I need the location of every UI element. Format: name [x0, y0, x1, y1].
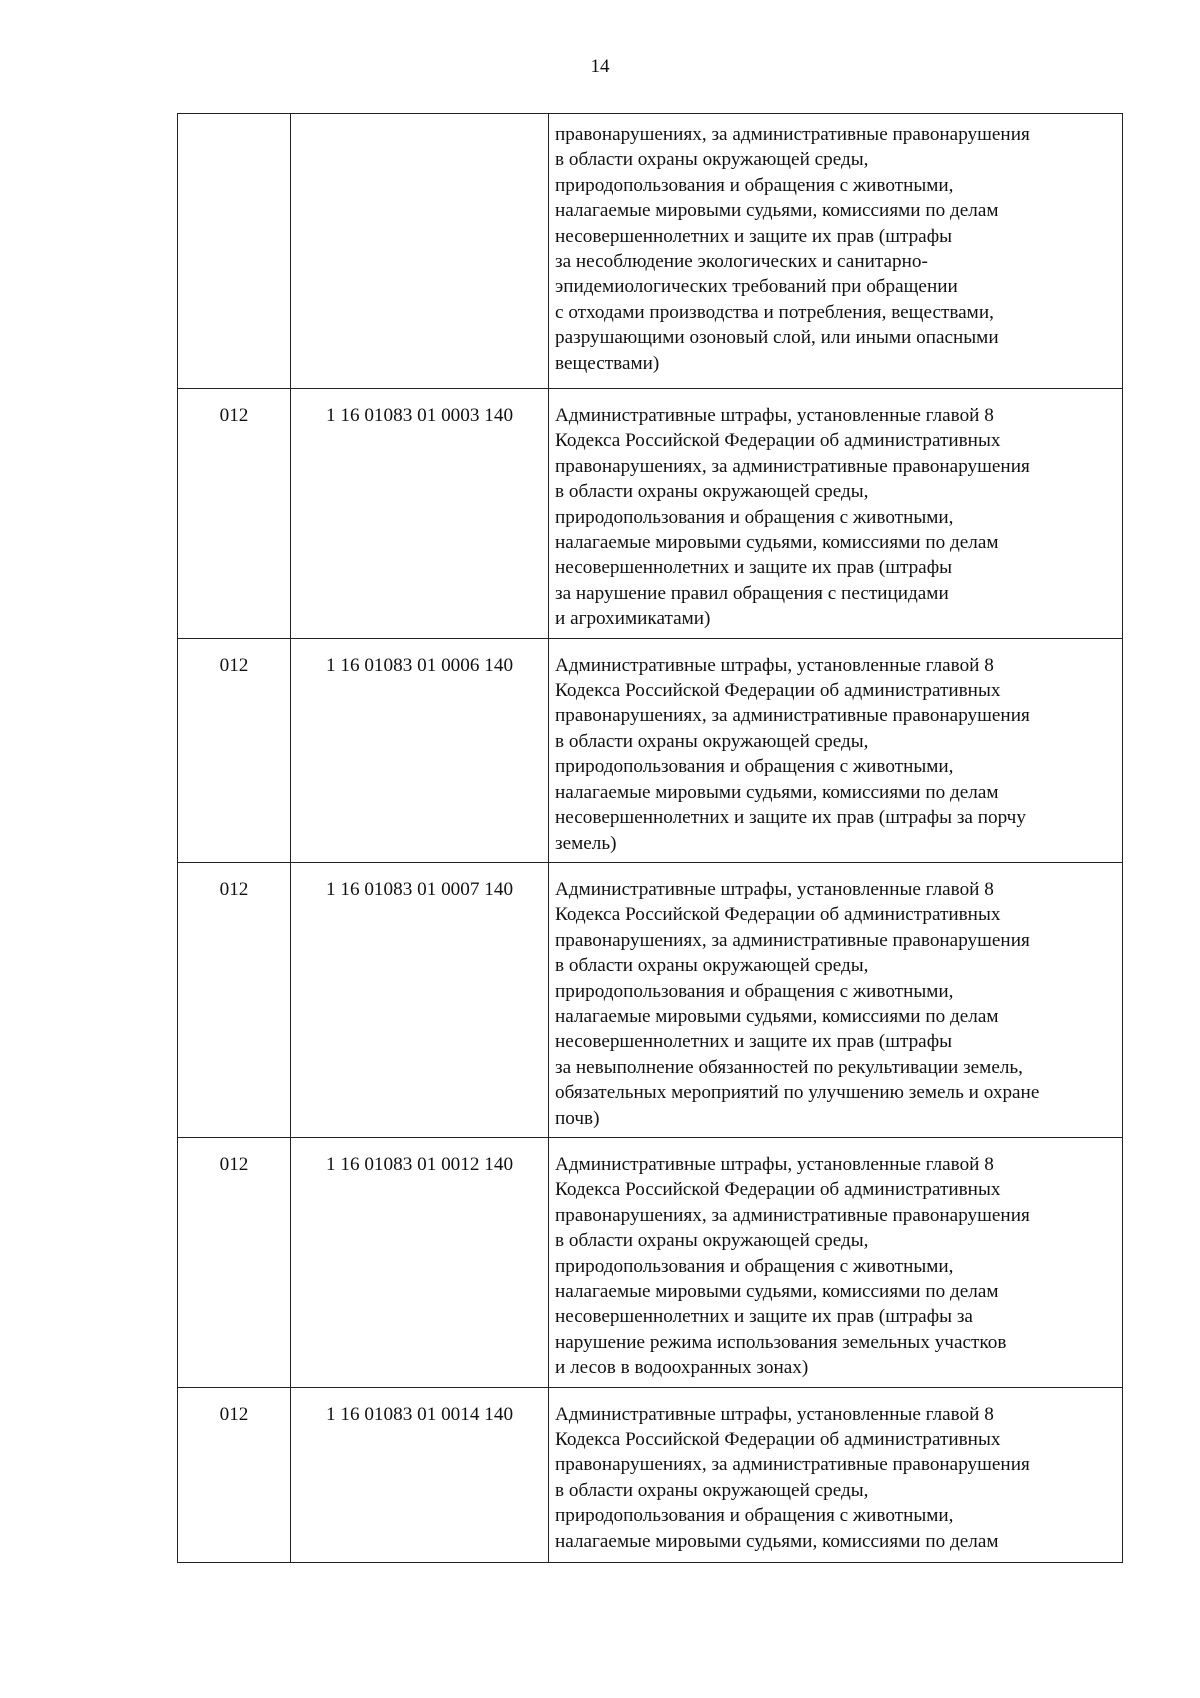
description-line: в области охраны окружающей среды,: [555, 481, 869, 503]
description-cell: [549, 1137, 1123, 1387]
description-line: Кодекса Российской Федерации об административных: [555, 904, 1001, 926]
description-line: за невыполнение обязанностей по рекультивации земель,: [555, 1056, 1023, 1078]
description-cell: [549, 638, 1123, 862]
description-line: несовершеннолетних и защите их прав (штрафы: [555, 1031, 953, 1053]
admin-code-cell: 012: [178, 638, 291, 862]
description-line: эпидемиологических требований при обращении: [555, 276, 958, 298]
description-cell: [549, 862, 1123, 1137]
description-line: правонарушениях, за административные правонарушения: [555, 705, 1030, 727]
table-row: [178, 638, 1123, 862]
admin-code-cell: [178, 114, 291, 389]
description-cell: [549, 1387, 1123, 1562]
description-line: налагаемые мировыми судьями, комиссиями по делам: [555, 781, 999, 803]
description-line: правонарушениях, за административные правонарушения: [555, 455, 1030, 477]
table-row: [178, 1387, 1123, 1562]
description-line: веществами): [555, 352, 660, 374]
description-line: природопользования и обращения с животными,: [555, 506, 954, 528]
description-line: за нарушение правил обращения с пестицидами: [555, 582, 949, 604]
description-line: в области охраны окружающей среды,: [555, 1230, 869, 1252]
revenue-codes-table: [177, 113, 1123, 1563]
description-line: правонарушениях, за административные правонарушения: [555, 124, 1030, 145]
description-line: почв): [555, 1107, 600, 1129]
description-line: земель): [555, 832, 617, 854]
description-line: правонарушениях, за административные правонарушения: [555, 1454, 1030, 1476]
description-line: правонарушениях, за административные правонарушения: [555, 929, 1030, 951]
budget-code-cell: [291, 114, 549, 389]
table-row: [178, 389, 1123, 639]
admin-code-cell: 012: [178, 1137, 291, 1387]
description-line: Административные штрафы, установленные главой 8: [555, 654, 994, 676]
admin-code-cell: 012: [178, 862, 291, 1137]
description-line: разрушающими озоновый слой, или иными опасными: [555, 327, 999, 349]
description-line: обязательных мероприятий по улучшению земель и охране: [555, 1082, 1040, 1104]
description-line: налагаемые мировыми судьями, комиссиями по делам: [555, 1005, 999, 1027]
description-line: Кодекса Российской Федерации об административных: [555, 430, 1001, 452]
description-line: природопользования и обращения с животными,: [555, 1255, 954, 1277]
description-line: Административные штрафы, установленные главой 8: [555, 1403, 994, 1425]
description-line: налагаемые мировыми судьями, комиссиями по делам: [555, 1281, 999, 1302]
description-line: несовершеннолетних и защите их прав (штрафы: [555, 225, 953, 247]
description-line: природопользования и обращения с животными,: [555, 174, 954, 196]
description-line: природопользования и обращения с животными,: [555, 1505, 954, 1527]
description-cell: [549, 389, 1123, 639]
table-row: [178, 1137, 1123, 1387]
description-line: Административные штрафы, установленные главой 8: [555, 405, 994, 426]
description-line: Административные штрафы, установленные главой 8: [555, 878, 994, 900]
description-line: Кодекса Российской Федерации об административных: [555, 680, 1001, 702]
description-line: природопользования и обращения с животными,: [555, 756, 954, 778]
description-line: налагаемые мировыми судьями, комиссиями по делам: [555, 1530, 999, 1552]
description-line: Административные штрафы, установленные главой 8: [555, 1153, 994, 1175]
description-line: в области охраны окружающей среды,: [555, 149, 869, 171]
description-line: несовершеннолетних и защите их прав (штрафы: [555, 557, 953, 579]
budget-code-cell: 1 16 01083 01 0003 140: [291, 389, 549, 639]
description-line: несовершеннолетних и защите их прав (штрафы за порчу: [555, 807, 1026, 829]
table-row-continuation: [178, 114, 1123, 389]
description-line: нарушение режима использования земельных участков: [555, 1331, 1007, 1353]
admin-code-cell: 012: [178, 1387, 291, 1562]
description-line: и агрохимикатами): [555, 608, 711, 630]
description-line: с отходами производства и потребления, веществами,: [555, 301, 994, 323]
description-cell: [549, 114, 1123, 389]
description-line: Кодекса Российской Федерации об административных: [555, 1179, 1001, 1201]
description-line: правонарушениях, за административные правонарушения: [555, 1204, 1030, 1226]
admin-code-cell: 012: [178, 389, 291, 639]
description-line: в области охраны окружающей среды,: [555, 1479, 869, 1501]
budget-code-cell: 1 16 01083 01 0014 140: [291, 1387, 549, 1562]
description-line: налагаемые мировыми судьями, комиссиями по делам: [555, 532, 999, 554]
description-line: в области охраны окружающей среды,: [555, 730, 869, 752]
page-number: 14: [590, 56, 610, 77]
description-line: и лесов в водоохранных зонах): [555, 1357, 809, 1379]
description-line: в области охраны окружающей среды,: [555, 955, 869, 977]
budget-code-cell: 1 16 01083 01 0006 140: [291, 638, 549, 862]
table-row: [178, 862, 1123, 1137]
description-line: Кодекса Российской Федерации об административных: [555, 1429, 1001, 1451]
description-line: несовершеннолетних и защите их прав (штрафы за: [555, 1306, 973, 1328]
budget-code-cell: 1 16 01083 01 0007 140: [291, 862, 549, 1137]
description-line: природопользования и обращения с животными,: [555, 980, 954, 1002]
description-line: налагаемые мировыми судьями, комиссиями по делам: [555, 200, 999, 222]
budget-code-cell: 1 16 01083 01 0012 140: [291, 1137, 549, 1387]
description-line: за несоблюдение экологических и санитарно-: [555, 251, 928, 273]
